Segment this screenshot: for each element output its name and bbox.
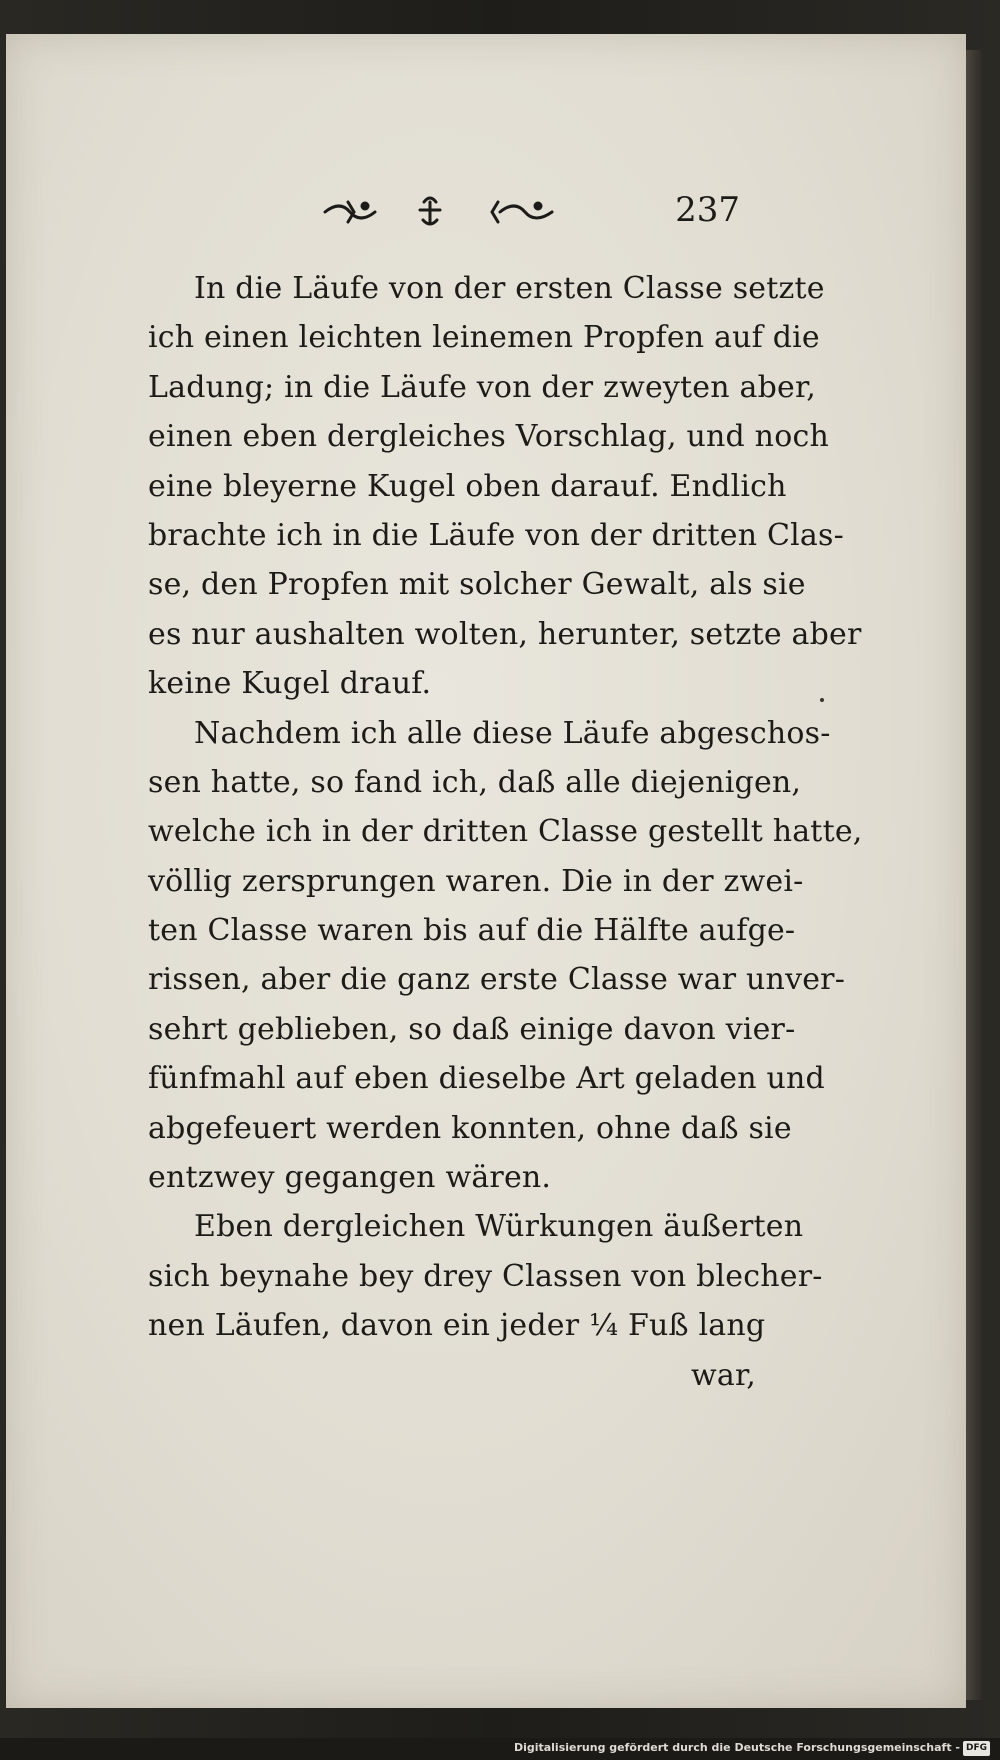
paragraph [148,709,863,1203]
text-line: Nachdem ich alle diese Läufe abgeschos- [194,715,831,751]
floral-vignette-ornament-icon [320,192,580,232]
text-line: sich beynahe bey drey Classen von blecher- [148,1258,823,1294]
text-line: In die Läufe von der ersten Classe setzte [194,271,825,306]
page-number: 237 [675,190,740,230]
text-line: brachte ich in die Läufe von der dritten Clas- [148,517,844,553]
text-line: einen eben dergleiches Vorschlag, und noch [148,419,829,455]
catchword: war, [691,1357,756,1393]
text-line: es nur aushalten wolten, herunter, setzte aber [148,616,862,652]
text-line: nen Läufen, davon ein jeder ¼ Fuß lang [148,1308,766,1344]
text-line: ten Classe waren bis auf die Hälfte aufge- [148,913,796,949]
digitization-footer [0,1738,1000,1760]
text-line: Eben dergleichen Würkungen äußerten [194,1209,804,1245]
text-line: Ladung; in die Läufe von der zweyten aber, [148,369,816,405]
text-line: welche ich in der dritten Classe gestellt hatte, [148,814,863,850]
text-line: sehrt geblieben, so daß einige davon vier- [148,1011,796,1047]
text-line: eine bleyerne Kugel oben darauf. Endlich [148,468,787,504]
text-line: entzwey gegangen wären. [148,1160,552,1196]
paragraph [148,264,862,709]
text-line: rissen, aber die ganz erste Classe war unver- [148,962,846,998]
dfg-logo: DFG [963,1741,990,1756]
text-line: keine Kugel drauf. [148,666,432,702]
paragraph [148,1202,823,1350]
text-line: abgefeuert werden konnten, ohne daß sie [148,1110,792,1146]
paper-speck [820,698,824,702]
footer-credit: Digitalisierung gefördert durch die Deutsche Forschungsgemeinschaft - [513,1741,960,1754]
page-header [320,190,740,240]
text-line: völlig zersprungen waren. Die in der zwei- [148,863,804,899]
text-line: fünfmahl auf eben dieselbe Art geladen und [148,1061,825,1097]
text-line: se, den Propfen mit solcher Gewalt, als sie [148,567,806,603]
text-line: sen hatte, so fand ich, daß alle diejenigen, [148,764,802,800]
body-text [148,264,863,1400]
text-line: ich einen leichten leinemen Propfen auf die [148,320,820,356]
page-edge [966,50,984,1700]
